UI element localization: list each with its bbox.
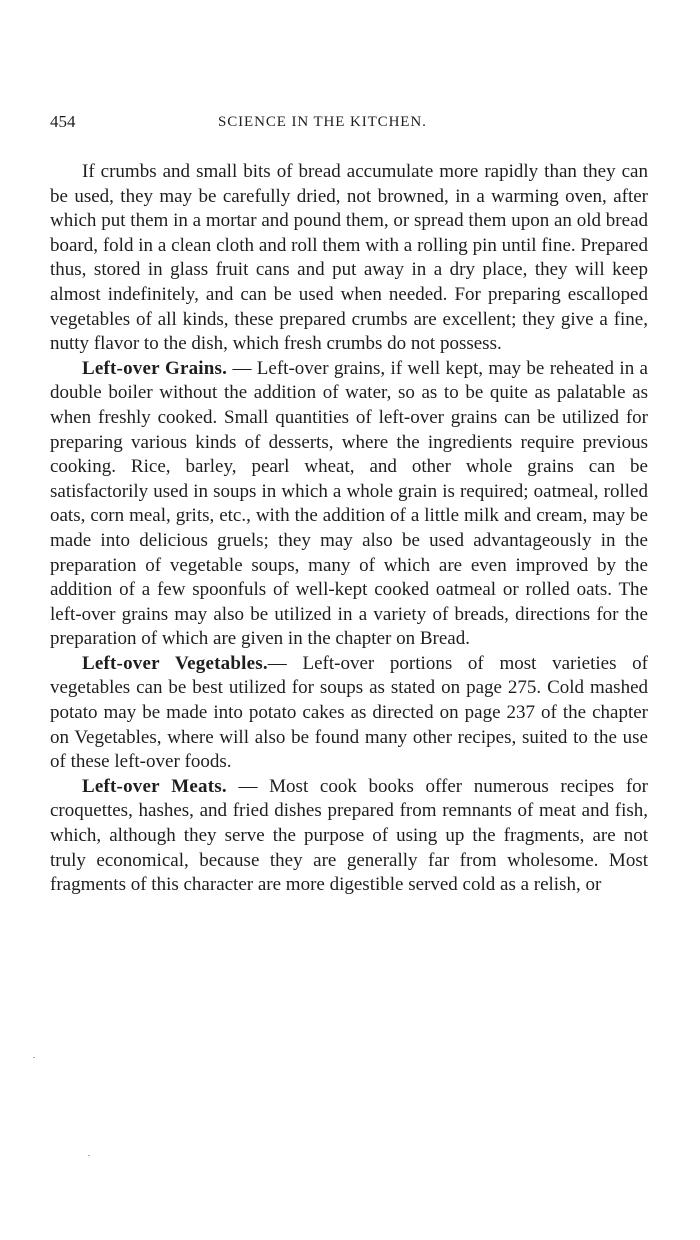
body-text [50,160,648,898]
section-heading-vegetables: Left-over Vegetables. [82,652,268,674]
paragraph-text: — Left-over portions of most varieties of vegetables can be best utilized for soups as stated on page 275. Cold mashed potato may be made into potato cakes as directed on page 237 of the chapter on Vegetables, where will also be found many other recipes, suited to the use of these left-over foods. [50,652,649,773]
paragraph-text: If crumbs and small bits of bread accumulate more rapidly than they can be used, they may be carefully dried, not browned, in a warming oven, after which put them in a mortar and pound them, or spread them upon an old bread board, fold in a clean cloth and roll them with a rolling pin until fine. Prepared thus, stored in glass fruit cans and put away in a dry place, they will keep almost indefinitely, and can be used when needed. For preparing escalloped vegetables of all kinds, these prepared crumbs are excellent; they give a fine, nutty flavor to the dish, which fresh crumbs do not possess. [50,161,648,355]
paragraph-left-over-vegetables [50,652,648,775]
paragraph-text: — Most cook books offer numerous recipes for croquettes, hashes, and fried dishes prepared from remnants of meat and fish, which, although they serve the purpose of using up the fragments, are not truly economical, because they are generally far from wholesome. Most fragments of this character are more digestible served cold as a relish, or [50,775,648,896]
running-title: SCIENCE IN THE KITCHEN. [218,114,427,130]
section-heading-grains: Left-over Grains. [82,357,228,379]
paragraph-left-over-meats [50,775,648,898]
scan-speck [33,1057,35,1058]
page-number: 454 [50,112,76,131]
book-page [50,112,648,898]
running-head [50,112,648,142]
section-heading-meats: Left-over Meats. [82,775,227,797]
paragraph-left-over-grains [50,357,648,652]
paragraph-crumbs [50,160,648,357]
scan-speck [88,1155,90,1156]
paragraph-text: — Left-over grains, if well kept, may be reheated in a double boiler without the addition of water, so as to be quite as palatable as when freshly cooked. Small quantities of left-over grains can be utilized for preparing various kinds of desserts, where the ingredients require previous cooking. Rice, barley, pearl wheat, and other whole grains can be satisfactorily used in soups in which a whole grain is required; oatmeal, rolled oats, corn meal, grits, etc., with the addition of a little milk and cream, may be made into delicious gruels; they may also be used advantageously in the preparation of vegetable soups, many of which are even improved by the addition of a few spoonfuls of well-kept cooked oatmeal or rolled oats. The left-over grains may also be utilized in a variety of breads, directions for the preparation of which are given in the chapter on Bread. [50,357,648,650]
